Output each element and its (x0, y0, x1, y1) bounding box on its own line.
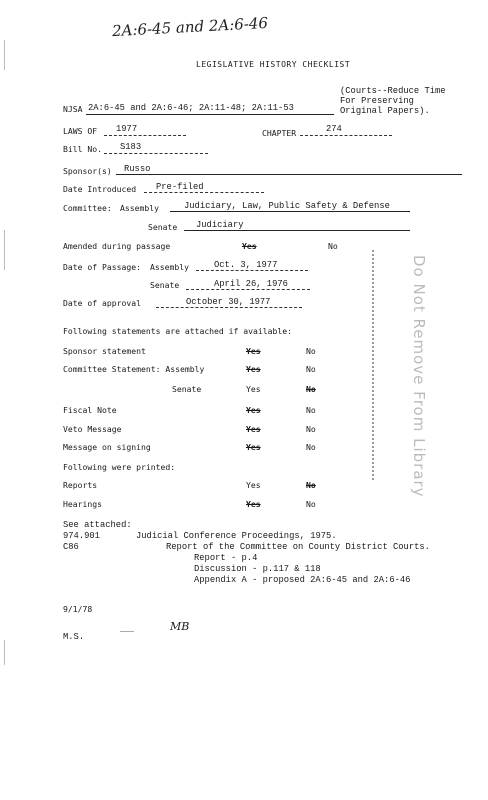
courts-note-line: Original Papers). (340, 106, 430, 116)
following-printed: Following were printed: (63, 462, 176, 472)
scan-mark (4, 640, 5, 665)
njsa-underline (86, 114, 334, 115)
committee-senate-value: Judiciary (196, 220, 244, 230)
courts-note-line: For Preserving (340, 96, 414, 106)
passage-label: Date of Passage: (63, 262, 141, 272)
library-stamp-text: Do Not Remove From Library (410, 255, 428, 498)
printed-label: Hearings (63, 499, 102, 509)
reference-line: Appendix A - proposed 2A:6-45 and 2A:6-46 (194, 575, 411, 585)
bill-no-underline (104, 153, 208, 154)
sponsor-label: Sponsor(s) (63, 166, 112, 176)
passage-senate-underline (186, 289, 310, 290)
amended-label: Amended during passage (63, 241, 171, 251)
approval-underline (156, 307, 302, 308)
statement-label: Sponsor statement (63, 346, 146, 356)
statement-label: Message on signing (63, 442, 151, 452)
laws-of-label: LAWS OF (63, 126, 98, 136)
chapter-underline (300, 135, 392, 136)
amended-yes: Yes (242, 241, 257, 251)
statement-no: No (306, 405, 316, 415)
call-number: 974.901 (63, 531, 100, 541)
passage-assembly-underline (196, 270, 308, 271)
statement-yes: Yes (246, 405, 261, 415)
statement-yes: Yes (246, 424, 261, 434)
bill-no-value: S183 (120, 142, 142, 152)
approval-label: Date of approval (63, 298, 141, 308)
passage-assembly-label: Assembly (150, 262, 189, 272)
passage-senate-label: Senate (150, 280, 180, 290)
printed-yes: Yes (246, 480, 261, 490)
courts-note (340, 86, 446, 116)
statement-yes: Yes (246, 384, 261, 394)
footer-initials: M.S. (63, 632, 85, 642)
bill-no-label: Bill No. (63, 144, 102, 154)
amended-no: No (328, 241, 338, 251)
library-stamp (372, 250, 438, 480)
statement-label: Senate (172, 384, 202, 394)
statement-no: No (306, 384, 316, 394)
reference-line: Judicial Conference Proceedings, 1975. (136, 531, 337, 541)
approval-value: October 30, 1977 (186, 297, 271, 307)
laws-of-underline (104, 135, 186, 136)
following-attached: Following statements are attached if available: (63, 326, 293, 336)
passage-senate-value: April 26, 1976 (214, 279, 288, 289)
handwritten-header: 2A:6-45 and 2A:6-46 (111, 13, 269, 41)
reference-line: Report of the Committee on County District Courts. (166, 542, 430, 552)
statement-no: No (306, 364, 316, 374)
statement-label: Fiscal Note (63, 405, 117, 415)
courts-note-line: (Courts--Reduce Time (340, 86, 446, 96)
footer-date: 9/1/78 (63, 604, 93, 614)
sponsor-underline (116, 174, 462, 175)
statement-no: No (306, 442, 316, 452)
committee-senate-underline (184, 230, 410, 231)
footer-handwritten: MB (170, 620, 190, 633)
printed-yes: Yes (246, 499, 261, 509)
statement-yes: Yes (246, 442, 261, 452)
statement-yes: Yes (246, 364, 261, 374)
date-introduced-label: Date Introduced (63, 184, 137, 194)
committee-senate-label: Senate (148, 222, 178, 232)
passage-assembly-value: Oct. 3, 1977 (214, 260, 278, 270)
printed-label: Reports (63, 480, 98, 490)
scan-speck (120, 631, 134, 632)
page-title: LEGISLATIVE HISTORY CHECKLIST (196, 60, 351, 69)
committee-label: Committee: (63, 203, 112, 213)
see-attached-label: See attached: (63, 520, 132, 530)
date-introduced-value: Pre-filed (156, 182, 204, 192)
njsa-value: 2A:6-45 and 2A:6-46; 2A:11-48; 2A:11-53 (88, 103, 294, 113)
committee-assembly-underline (170, 211, 410, 212)
statement-no: No (306, 346, 316, 356)
committee-assembly-value: Judiciary, Law, Public Safety & Defense (184, 201, 390, 211)
chapter-value: 274 (326, 124, 342, 134)
printed-no: No (306, 499, 316, 509)
sponsor-value: Russo (124, 164, 151, 174)
date-introduced-underline (144, 192, 264, 193)
chapter-label: CHAPTER (262, 128, 297, 138)
printed-no: No (306, 480, 316, 490)
statement-label: Veto Message (63, 424, 122, 434)
scan-mark (4, 40, 5, 70)
committee-assembly-label: Assembly (120, 203, 159, 213)
reference-line: Report - p.4 (194, 553, 258, 563)
statement-no: No (306, 424, 316, 434)
call-number: C86 (63, 542, 79, 552)
reference-line: Discussion - p.117 & 118 (194, 564, 321, 574)
statement-label: Committee Statement: Assembly (63, 364, 205, 374)
njsa-label: NJSA (63, 104, 83, 114)
statement-yes: Yes (246, 346, 261, 356)
laws-of-value: 1977 (116, 124, 138, 134)
scan-mark (4, 230, 5, 270)
